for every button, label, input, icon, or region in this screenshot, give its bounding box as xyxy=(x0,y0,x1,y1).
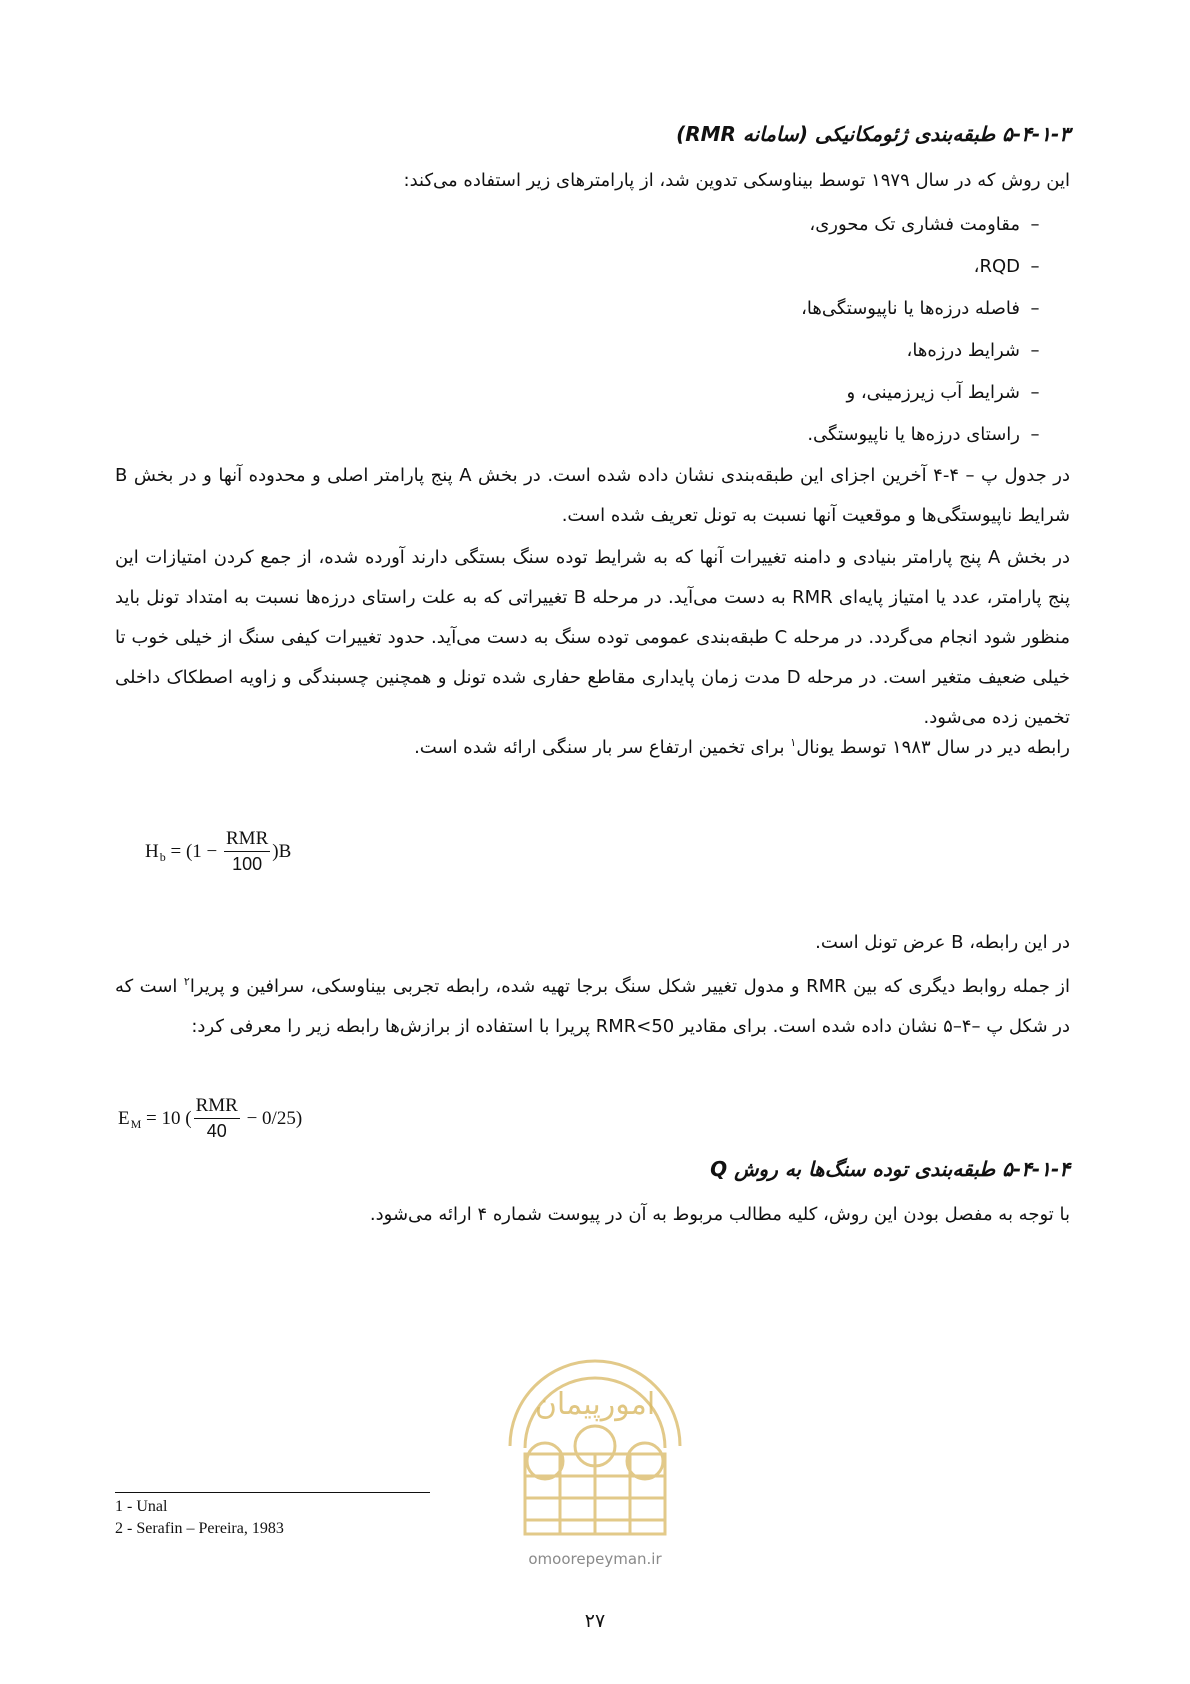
paragraph-modulus-relation: از جمله روابط دیگری که بین RMR و مدول تغییر شکل سنگ برجا تهیه شده، رابطه تجربی بیناوسکی، سرافین و پریرا$^۲$ است که در شکل پ –۴–۵ نشان داده شده است. برای مقادیر RMR<50 پریرا با استفاده از برازش‌ها رابطه زیر را معرفی کرد: xyxy=(115,975,1071,1037)
intro-text: این روش که در سال ۱۹۷۹ توسط بیناوسکی تدوین شد، از پارامترهای زیر استفاده می‌کند: xyxy=(403,170,1070,191)
paragraph-unal-relation: رابطه دیر در سال ۱۹۸۳ توسط یونال$^۱$ برای تخمین ارتفاع سر بار سنگی ارائه شده است. xyxy=(414,736,1070,758)
q-method-note: با توجه به مفصل بودن این روش، کلیه مطالب مربوط به آن در پیوست شماره ۴ ارائه می‌شود. xyxy=(369,1204,1070,1225)
list-item: –فاصله درزه‌ها یا ناپیوستگی‌ها، xyxy=(801,298,1040,319)
footnote-separator xyxy=(115,1492,430,1493)
fraction: $\frac{\text{RMR}}{100}$ xyxy=(226,828,269,874)
list-item: –مقاومت فشاری تک محوری، xyxy=(809,214,1040,235)
list-item: –شرایط درزه‌ها، xyxy=(906,340,1040,361)
fraction: $\frac{\text{RMR}}{40}$ xyxy=(195,1095,238,1141)
paragraph-stages: در بخش A پنج پارامتر بنیادی و دامنه تغییرات آنها که به شرایط توده سنگ بستگی دارند آورده شده، از جمع کردن امتیازات این پنج پارامتر، عدد یا امتیاز پایه‌ای RMR به دست می‌آید. در مرحله B تغییراتی که به علت راستای درزه‌ها نسبت به امتداد تونل باید منظور شود انجام می‌گردد. در مرحله C طبقه‌بندی عمومی توده سنگ به دست می‌آید. حدود تغییرات کیفی سنگ از خیلی خوب تا خیلی ضعیف متغیر است. در مرحله D مدت زمان پایداری مقاطع حفاری شده تونل و همچنین چسبندگی و زاویه اصطکاک داخلی تخمین زده می‌شود. xyxy=(115,547,1071,728)
watermark-seal-icon xyxy=(490,1336,700,1576)
formula-hb: H b = (1 − $\frac{\text{RMR}}{100}$ )B xyxy=(145,828,292,874)
section-heading-rmr: ۵-۴-۱-۳ طبقه‌بندی ژئومکانیکی (سامانه RMR) xyxy=(676,122,1070,146)
footnote-ref-1: ۱ xyxy=(790,736,797,749)
footnote-ref-2: ۲ xyxy=(183,975,190,988)
section-heading-q: ۵-۴-۱-۴ طبقه‌بندی توده سنگ‌ها به روش Q xyxy=(710,1157,1070,1181)
svg-text:امورپیمان: امورپیمان xyxy=(534,1387,656,1422)
list-item: –شرایط آب زیرزمینی، و xyxy=(846,382,1040,403)
footnote-2: 2 - Serafin – Pereira, 1983 xyxy=(115,1520,284,1537)
paragraph-table-description: در جدول پ – ۴-۴ آخرین اجزای این طبقه‌بندی نشان داده شده است. در بخش A پنج پارامتر اصلی و محدوده آنها و در بخش B شرایط ناپیوستگی‌ها و موقعیت آنها نسبت به تونل تعریف شده است. xyxy=(115,465,1071,526)
formula-em: E M = 10 ( $\frac{\text{RMR}}{40}$ − 0/25) xyxy=(118,1095,303,1141)
watermark-logo xyxy=(490,1336,700,1576)
tunnel-width-note: در این رابطه، B عرض تونل است. xyxy=(815,932,1070,953)
list-item: –راستای درزه‌ها یا ناپیوستگی. xyxy=(807,424,1040,445)
svg-text:omoorepeyman.ir: omoorepeyman.ir xyxy=(528,1550,662,1568)
page-number: ۲۷ xyxy=(584,1610,606,1632)
list-item: –RQD، xyxy=(973,256,1040,277)
footnote-1: 1 - Unal xyxy=(115,1498,168,1515)
